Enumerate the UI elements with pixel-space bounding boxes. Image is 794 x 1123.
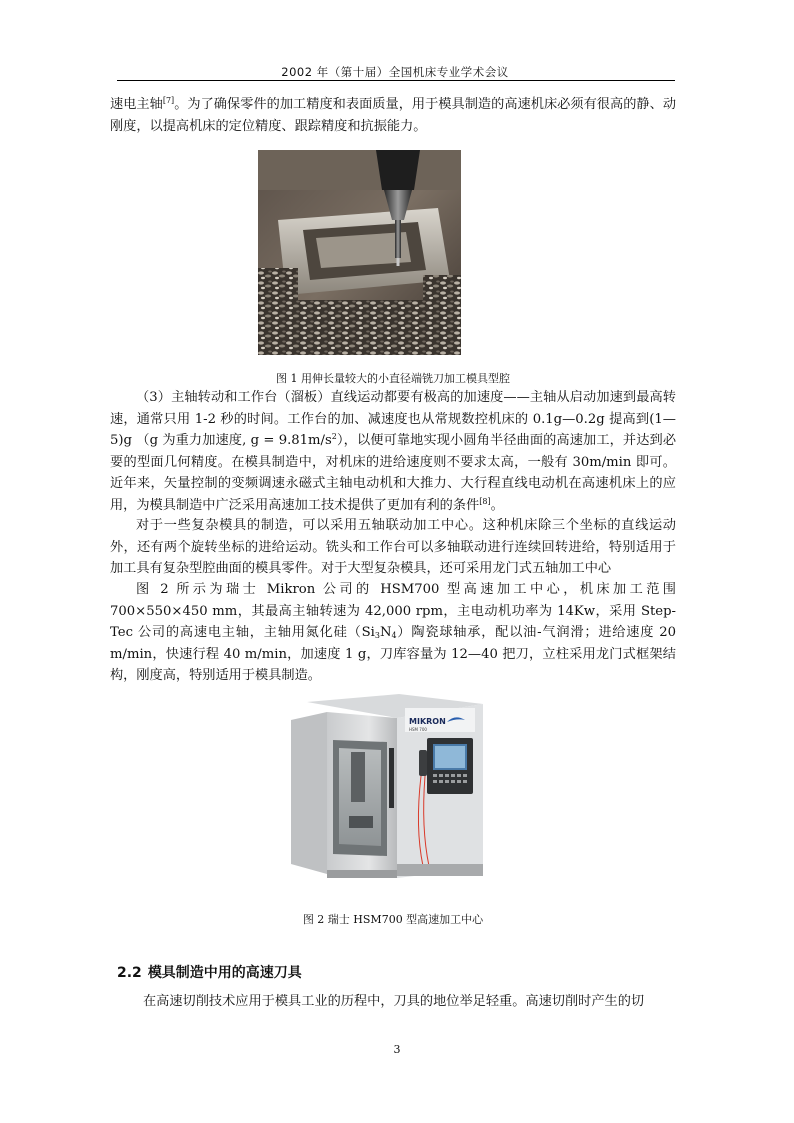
paragraph-3: 对于一些复杂模具的制造，可以采用五轴联动加工中心。这种机床除三个坐标的直线运动外，还有两个旋转坐标的进给运动。铣头和工作台可以多轴联动进行连续回转进给，特别适用于加工具有复杂型腔曲面的模具零件。对于大型复杂模具，还可采用龙门式五轴加工中心: [110, 518, 676, 576]
subscript: 4: [391, 631, 397, 640]
paragraph-text: ），以便可靠地实现小圆角半径曲面的高速加工，并达到必要的型面几何精度。在模具制造中，对机床的进给速度则不要求太高，一般有 30m/min 即可。近年来，矢量控制的变频调速永磁式主轴电动机和大推力、大行程直线电动机在高速机床上的应用，为模具制造中广泛采用高速加工技术提供了更加有利的条件: [110, 433, 677, 513]
header-rule: [117, 80, 675, 81]
figure-2-caption: 图 2 瑞士 HSM700 型高速加工中心: [302, 913, 484, 926]
paragraph-text: N: [379, 625, 392, 640]
paragraph-2: [110, 387, 676, 516]
paragraph-text: 。: [490, 497, 504, 513]
milling-photo-illustration: [258, 150, 461, 355]
citation-ref: [7]: [162, 96, 175, 105]
paragraph-text: （3）主轴转动和工作台（溜板）直线运动都要有极高的加速度——主轴从启动加速到最高转速，通常只用 1-2 秒的时间。工作台的加、减速度也从常规数控机床的 0.1g—0.2g 提高到(1—5)g （g 为重力加速度, g = 9.81m/s: [110, 390, 676, 448]
brand-logo-text: MIKRON: [409, 717, 446, 726]
running-header: 2002 年（第十届）全国机床专业学术会议: [281, 65, 509, 79]
paragraph-text: 。为了确保零件的加工精度和表面质量，用于模具制造的高速机床必须有很高的静、动刚度，以提高机床的定位精度、跟踪精度和抗振能力。: [110, 97, 677, 134]
figure-1-caption: 图 1 用伸长量较大的小直径端铣刀加工模具型腔: [276, 372, 510, 385]
paragraph-4: [110, 579, 676, 687]
subscript: 3: [374, 631, 380, 640]
paragraph-text: 速电主轴: [110, 97, 163, 112]
paragraph-text: ）陶瓷球轴承，配以油-气润滑；进给速度 20 m/min，快速行程 40 m/min，加速度 1 g，刀库容量为 12—40 把刀，立柱采用龙门式框架结构，刚度高，特别适用于模具制造。: [110, 625, 677, 683]
model-label-text: HSM 700: [409, 727, 427, 732]
superscript: 2: [331, 432, 337, 441]
figure-2-photo: [287, 688, 487, 883]
section-number: 2.2: [117, 965, 142, 981]
page-number: 3: [393, 1043, 401, 1056]
citation-ref: [8]: [479, 496, 491, 506]
section-title: 模具制造中用的高速刀具: [147, 965, 302, 981]
section-heading: [117, 962, 308, 982]
paragraph-1: [110, 94, 676, 137]
paragraph-5: 在高速切削技术应用于模具工业的历程中，刀具的地位举足轻重。高速切削时产生的切: [143, 994, 645, 1009]
figure-1-photo: [258, 150, 461, 355]
machine-center-illustration: [287, 688, 487, 883]
paragraph-text: 图 2 所示为瑞士 Mikron 公司的 HSM700 型高速加工中心，机床加工范围 700×550×450 mm，其最高主轴转速为 42,000 rpm，主电动机功率为 14Kw，采用 Step-Tec 公司的高速电主轴，主轴用氮化硅（Si: [110, 582, 676, 640]
